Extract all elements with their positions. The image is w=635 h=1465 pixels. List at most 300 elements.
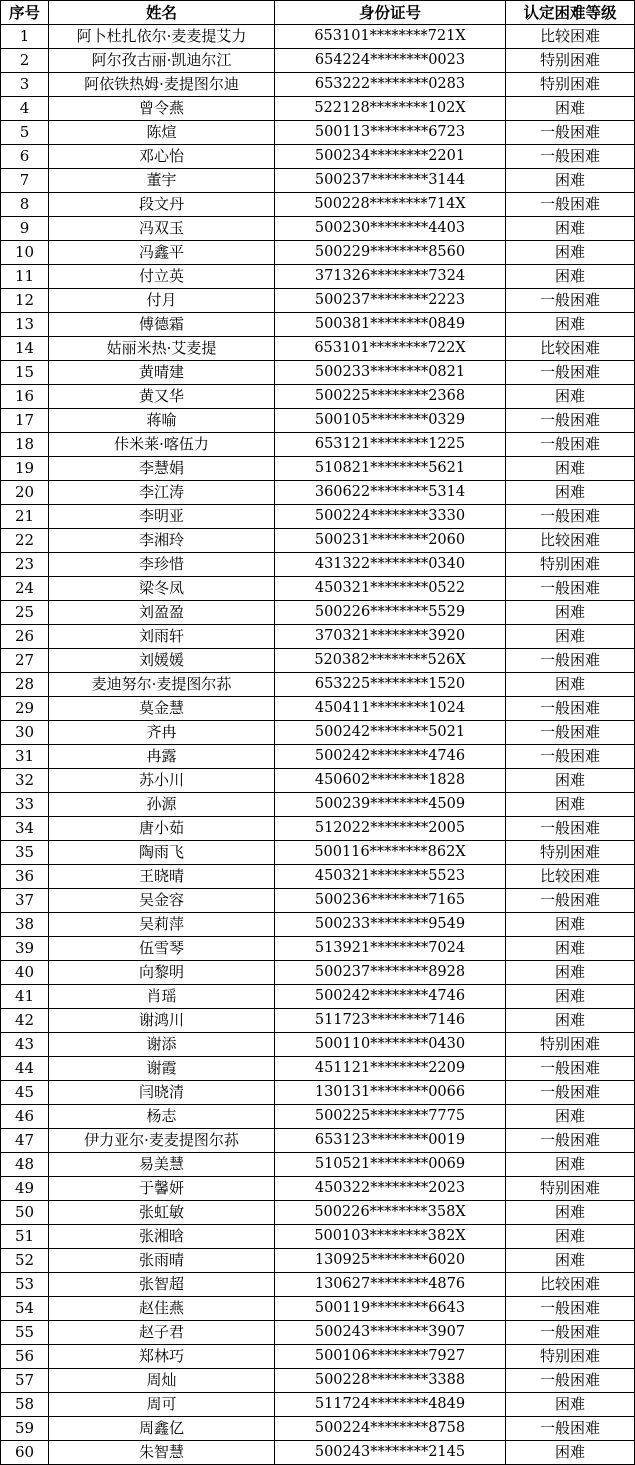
table-row <box>1 481 635 505</box>
table-row <box>1 1249 635 1273</box>
id-number: 130131********0066 <box>275 1081 506 1105</box>
student-name: 谢添 <box>49 1033 275 1057</box>
id-number: 500237********8928 <box>275 961 506 985</box>
row-index: 37 <box>1 889 49 913</box>
id-number: 450322********2023 <box>275 1177 506 1201</box>
id-number: 500226********5529 <box>275 601 506 625</box>
table-row <box>1 1225 635 1249</box>
difficulty-level: 困难 <box>506 985 635 1009</box>
table-body <box>1 25 635 1465</box>
difficulty-level: 特别困难 <box>506 1033 635 1057</box>
id-number: 370321********3920 <box>275 625 506 649</box>
row-index: 12 <box>1 289 49 313</box>
table-row <box>1 1201 635 1225</box>
student-name: 曾令燕 <box>49 97 275 121</box>
difficulty-level: 一般困难 <box>506 361 635 385</box>
difficulty-level: 困难 <box>506 1105 635 1129</box>
student-name: 赵子君 <box>49 1321 275 1345</box>
row-index: 43 <box>1 1033 49 1057</box>
id-number: 653123********0019 <box>275 1129 506 1153</box>
id-number: 500230********4403 <box>275 217 506 241</box>
table-row <box>1 193 635 217</box>
difficulty-level: 一般困难 <box>506 505 635 529</box>
difficulty-level: 特别困难 <box>506 73 635 97</box>
difficulty-level: 一般困难 <box>506 721 635 745</box>
difficulty-level: 比较困难 <box>506 529 635 553</box>
table-row <box>1 865 635 889</box>
difficulty-level: 一般困难 <box>506 1369 635 1393</box>
row-index: 16 <box>1 385 49 409</box>
difficulty-level: 困难 <box>506 1441 635 1465</box>
row-index: 52 <box>1 1249 49 1273</box>
difficulty-level: 困难 <box>506 1225 635 1249</box>
table-row <box>1 1369 635 1393</box>
id-number: 500233********9549 <box>275 913 506 937</box>
id-number: 510521********0069 <box>275 1153 506 1177</box>
row-index: 3 <box>1 73 49 97</box>
table-row <box>1 169 635 193</box>
student-name: 刘媛媛 <box>49 649 275 673</box>
difficulty-level: 一般困难 <box>506 1297 635 1321</box>
id-number: 500231********2060 <box>275 529 506 553</box>
difficulty-level: 困难 <box>506 1393 635 1417</box>
difficulty-level: 困难 <box>506 625 635 649</box>
table-row <box>1 625 635 649</box>
table-row <box>1 97 635 121</box>
difficulty-level: 一般困难 <box>506 697 635 721</box>
student-name: 阿卜杜扎依尔·麦麦提艾力 <box>49 25 275 49</box>
id-number: 500237********2223 <box>275 289 506 313</box>
table-row <box>1 1273 635 1297</box>
row-index: 6 <box>1 145 49 169</box>
difficulty-level: 一般困难 <box>506 817 635 841</box>
id-number: 500242********4746 <box>275 985 506 1009</box>
difficulty-level: 一般困难 <box>506 145 635 169</box>
row-index: 4 <box>1 97 49 121</box>
row-index: 17 <box>1 409 49 433</box>
id-number: 500237********3144 <box>275 169 506 193</box>
table-row <box>1 817 635 841</box>
id-number: 500103********382X <box>275 1225 506 1249</box>
student-name: 唐小茹 <box>49 817 275 841</box>
table-row <box>1 937 635 961</box>
table-row <box>1 913 635 937</box>
difficulty-level: 一般困难 <box>506 1129 635 1153</box>
id-number: 500239********4509 <box>275 793 506 817</box>
table-row <box>1 673 635 697</box>
student-name: 麦迪努尔·麦提图尔荪 <box>49 673 275 697</box>
row-index: 13 <box>1 313 49 337</box>
table-row <box>1 265 635 289</box>
row-index: 31 <box>1 745 49 769</box>
id-number: 500242********4746 <box>275 745 506 769</box>
id-number: 511723********7146 <box>275 1009 506 1033</box>
row-index: 56 <box>1 1345 49 1369</box>
student-name: 佧米莱·喀伍力 <box>49 433 275 457</box>
id-number: 500229********8560 <box>275 241 506 265</box>
table-row <box>1 841 635 865</box>
student-name: 李明亚 <box>49 505 275 529</box>
table-row <box>1 1033 635 1057</box>
table-row <box>1 121 635 145</box>
table-row <box>1 1393 635 1417</box>
student-name: 孙源 <box>49 793 275 817</box>
row-index: 51 <box>1 1225 49 1249</box>
difficulty-level: 困难 <box>506 481 635 505</box>
difficulty-level: 一般困难 <box>506 1057 635 1081</box>
student-name: 付立英 <box>49 265 275 289</box>
difficulty-level: 一般困难 <box>506 433 635 457</box>
row-index: 30 <box>1 721 49 745</box>
student-name: 闫晓清 <box>49 1081 275 1105</box>
difficulty-level: 比较困难 <box>506 865 635 889</box>
row-index: 14 <box>1 337 49 361</box>
table-row <box>1 1057 635 1081</box>
student-name: 肖瑶 <box>49 985 275 1009</box>
row-index: 32 <box>1 769 49 793</box>
id-number: 500236********7165 <box>275 889 506 913</box>
id-number: 653101********722X <box>275 337 506 361</box>
difficulty-level: 困难 <box>506 385 635 409</box>
table-row <box>1 553 635 577</box>
id-number: 500116********862X <box>275 841 506 865</box>
table-row <box>1 1081 635 1105</box>
table-row <box>1 1177 635 1201</box>
header-name: 姓名 <box>49 1 275 25</box>
id-number: 500105********0329 <box>275 409 506 433</box>
student-name: 张智超 <box>49 1273 275 1297</box>
row-index: 53 <box>1 1273 49 1297</box>
table-row <box>1 409 635 433</box>
student-name: 董宇 <box>49 169 275 193</box>
table-row <box>1 1105 635 1129</box>
row-index: 60 <box>1 1441 49 1465</box>
difficulty-level: 一般困难 <box>506 121 635 145</box>
table-row <box>1 889 635 913</box>
row-index: 39 <box>1 937 49 961</box>
table-row <box>1 457 635 481</box>
id-number: 500110********0430 <box>275 1033 506 1057</box>
student-name: 周鑫亿 <box>49 1417 275 1441</box>
difficulty-level: 困难 <box>506 457 635 481</box>
student-name: 李湘玲 <box>49 529 275 553</box>
difficulty-level: 困难 <box>506 913 635 937</box>
student-name: 蒋喻 <box>49 409 275 433</box>
id-number: 130627********4876 <box>275 1273 506 1297</box>
difficulty-level: 特别困难 <box>506 841 635 865</box>
row-index: 5 <box>1 121 49 145</box>
difficulty-level: 一般困难 <box>506 577 635 601</box>
row-index: 25 <box>1 601 49 625</box>
table-row <box>1 289 635 313</box>
difficulty-level: 一般困难 <box>506 1417 635 1441</box>
difficulty-level: 困难 <box>506 1201 635 1225</box>
id-number: 522128********102X <box>275 97 506 121</box>
student-name: 李江涛 <box>49 481 275 505</box>
table-row <box>1 793 635 817</box>
row-index: 21 <box>1 505 49 529</box>
id-number: 511724********4849 <box>275 1393 506 1417</box>
row-index: 58 <box>1 1393 49 1417</box>
student-name: 向黎明 <box>49 961 275 985</box>
table-row <box>1 361 635 385</box>
difficulty-level: 困难 <box>506 241 635 265</box>
difficulty-level: 困难 <box>506 1153 635 1177</box>
student-name: 郑林巧 <box>49 1345 275 1369</box>
row-index: 57 <box>1 1369 49 1393</box>
table-row <box>1 1297 635 1321</box>
row-index: 33 <box>1 793 49 817</box>
id-number: 510821********5621 <box>275 457 506 481</box>
id-number: 450411********1024 <box>275 697 506 721</box>
table-row <box>1 241 635 265</box>
header-id-number: 身份证号 <box>275 1 506 25</box>
row-index: 50 <box>1 1201 49 1225</box>
table-row <box>1 217 635 241</box>
student-name: 吴金容 <box>49 889 275 913</box>
id-number: 500228********714X <box>275 193 506 217</box>
row-index: 55 <box>1 1321 49 1345</box>
student-name: 陶雨飞 <box>49 841 275 865</box>
table-row <box>1 577 635 601</box>
row-index: 7 <box>1 169 49 193</box>
difficulty-level: 比较困难 <box>506 337 635 361</box>
student-name: 阿尔孜古丽·凯迪尔江 <box>49 49 275 73</box>
row-index: 9 <box>1 217 49 241</box>
table-row <box>1 1345 635 1369</box>
row-index: 38 <box>1 913 49 937</box>
table-row <box>1 49 635 73</box>
difficulty-level: 困难 <box>506 97 635 121</box>
row-index: 46 <box>1 1105 49 1129</box>
row-index: 20 <box>1 481 49 505</box>
table-row <box>1 1321 635 1345</box>
id-number: 500243********3907 <box>275 1321 506 1345</box>
table-row <box>1 649 635 673</box>
table-row <box>1 745 635 769</box>
id-number: 520382********526X <box>275 649 506 673</box>
student-name: 张湘晗 <box>49 1225 275 1249</box>
table-row <box>1 337 635 361</box>
row-index: 40 <box>1 961 49 985</box>
student-name: 谢霞 <box>49 1057 275 1081</box>
student-name: 周可 <box>49 1393 275 1417</box>
id-number: 512022********2005 <box>275 817 506 841</box>
difficulty-level: 特别困难 <box>506 1345 635 1369</box>
difficulty-level: 困难 <box>506 601 635 625</box>
table-row <box>1 721 635 745</box>
difficulty-level: 困难 <box>506 961 635 985</box>
table-row <box>1 1153 635 1177</box>
row-index: 41 <box>1 985 49 1009</box>
student-name: 赵佳燕 <box>49 1297 275 1321</box>
student-name: 姑丽米热·艾麦提 <box>49 337 275 361</box>
difficulty-level: 困难 <box>506 1249 635 1273</box>
id-number: 450321********5523 <box>275 865 506 889</box>
student-name: 冯鑫平 <box>49 241 275 265</box>
id-number: 500243********2145 <box>275 1441 506 1465</box>
row-index: 47 <box>1 1129 49 1153</box>
id-number: 360622********5314 <box>275 481 506 505</box>
id-number: 500233********0821 <box>275 361 506 385</box>
table-row <box>1 697 635 721</box>
difficulty-level: 特别困难 <box>506 1177 635 1201</box>
row-index: 24 <box>1 577 49 601</box>
student-name: 谢鸿川 <box>49 1009 275 1033</box>
student-name: 张虹敏 <box>49 1201 275 1225</box>
difficulty-level: 特别困难 <box>506 49 635 73</box>
id-number: 450321********0522 <box>275 577 506 601</box>
student-name: 邓心怡 <box>49 145 275 169</box>
difficulty-level: 一般困难 <box>506 745 635 769</box>
student-name: 莫金慧 <box>49 697 275 721</box>
row-index: 19 <box>1 457 49 481</box>
row-index: 35 <box>1 841 49 865</box>
row-index: 26 <box>1 625 49 649</box>
table-row <box>1 505 635 529</box>
student-name: 梁冬凤 <box>49 577 275 601</box>
student-name: 李珍惜 <box>49 553 275 577</box>
row-index: 36 <box>1 865 49 889</box>
id-number: 371326********7324 <box>275 265 506 289</box>
student-name: 齐冉 <box>49 721 275 745</box>
student-name: 黄又华 <box>49 385 275 409</box>
id-number: 653121********1225 <box>275 433 506 457</box>
difficulty-level: 一般困难 <box>506 889 635 913</box>
difficulty-level: 比较困难 <box>506 25 635 49</box>
student-name: 付月 <box>49 289 275 313</box>
difficulty-level: 一般困难 <box>506 409 635 433</box>
id-number: 451121********2209 <box>275 1057 506 1081</box>
id-number: 500225********7775 <box>275 1105 506 1129</box>
row-index: 2 <box>1 49 49 73</box>
student-name: 于馨妍 <box>49 1177 275 1201</box>
table-row <box>1 313 635 337</box>
row-index: 23 <box>1 553 49 577</box>
row-index: 59 <box>1 1417 49 1441</box>
difficulty-level: 困难 <box>506 1009 635 1033</box>
id-number: 500106********7927 <box>275 1345 506 1369</box>
student-name: 杨志 <box>49 1105 275 1129</box>
difficulty-level: 比较困难 <box>506 1273 635 1297</box>
id-number: 500113********6723 <box>275 121 506 145</box>
row-index: 15 <box>1 361 49 385</box>
student-name: 张雨晴 <box>49 1249 275 1273</box>
table-row <box>1 1441 635 1465</box>
id-number: 450602********1828 <box>275 769 506 793</box>
header-row <box>1 1 635 25</box>
id-number: 653225********1520 <box>275 673 506 697</box>
row-index: 44 <box>1 1057 49 1081</box>
row-index: 49 <box>1 1177 49 1201</box>
table-row <box>1 529 635 553</box>
student-name: 易美慧 <box>49 1153 275 1177</box>
id-number: 431322********0340 <box>275 553 506 577</box>
difficulty-level: 一般困难 <box>506 193 635 217</box>
difficulty-level: 困难 <box>506 265 635 289</box>
difficulty-level: 一般困难 <box>506 1081 635 1105</box>
student-name: 刘雨轩 <box>49 625 275 649</box>
table-row <box>1 25 635 49</box>
row-index: 48 <box>1 1153 49 1177</box>
row-index: 54 <box>1 1297 49 1321</box>
student-name: 朱智慧 <box>49 1441 275 1465</box>
student-name: 伊力亚尔·麦麦提图尔荪 <box>49 1129 275 1153</box>
row-index: 42 <box>1 1009 49 1033</box>
student-name: 李慧娟 <box>49 457 275 481</box>
student-name: 周灿 <box>49 1369 275 1393</box>
row-index: 34 <box>1 817 49 841</box>
student-name: 苏小川 <box>49 769 275 793</box>
student-name: 黄晴建 <box>49 361 275 385</box>
difficulty-level: 困难 <box>506 793 635 817</box>
row-index: 10 <box>1 241 49 265</box>
id-number: 500228********3388 <box>275 1369 506 1393</box>
id-number: 500381********0849 <box>275 313 506 337</box>
student-name: 吴莉萍 <box>49 913 275 937</box>
id-number: 500226********358X <box>275 1201 506 1225</box>
id-number: 500242********5021 <box>275 721 506 745</box>
table-row <box>1 1009 635 1033</box>
table-row <box>1 601 635 625</box>
id-number: 513921********7024 <box>275 937 506 961</box>
id-number: 500234********2201 <box>275 145 506 169</box>
difficulty-level: 困难 <box>506 769 635 793</box>
student-name: 刘盈盈 <box>49 601 275 625</box>
row-index: 8 <box>1 193 49 217</box>
difficulty-level: 困难 <box>506 937 635 961</box>
student-name: 王晓晴 <box>49 865 275 889</box>
row-index: 28 <box>1 673 49 697</box>
table-row <box>1 1417 635 1441</box>
table-row <box>1 385 635 409</box>
student-name: 阿依铁热姆·麦提图尔迪 <box>49 73 275 97</box>
table-row <box>1 985 635 1009</box>
student-name: 段文丹 <box>49 193 275 217</box>
header-index: 序号 <box>1 1 49 25</box>
difficulty-level: 困难 <box>506 217 635 241</box>
id-number: 130925********6020 <box>275 1249 506 1273</box>
difficulty-level: 一般困难 <box>506 289 635 313</box>
difficulty-level: 一般困难 <box>506 1321 635 1345</box>
id-number: 653222********0283 <box>275 73 506 97</box>
header-difficulty-level: 认定困难等级 <box>506 1 635 25</box>
student-name: 傅德霜 <box>49 313 275 337</box>
student-name: 伍雪琴 <box>49 937 275 961</box>
id-number: 500224********3330 <box>275 505 506 529</box>
student-name: 冉露 <box>49 745 275 769</box>
table-row <box>1 1129 635 1153</box>
row-index: 1 <box>1 25 49 49</box>
difficulty-level: 困难 <box>506 313 635 337</box>
id-number: 500119********6643 <box>275 1297 506 1321</box>
table-row <box>1 73 635 97</box>
difficulty-level: 特别困难 <box>506 553 635 577</box>
row-index: 18 <box>1 433 49 457</box>
id-number: 500225********2368 <box>275 385 506 409</box>
id-number: 653101********721X <box>275 25 506 49</box>
table-row <box>1 961 635 985</box>
table-row <box>1 433 635 457</box>
row-index: 29 <box>1 697 49 721</box>
id-number: 500224********8758 <box>275 1417 506 1441</box>
id-number: 654224********0023 <box>275 49 506 73</box>
row-index: 45 <box>1 1081 49 1105</box>
row-index: 11 <box>1 265 49 289</box>
difficulty-level: 一般困难 <box>506 649 635 673</box>
table-row <box>1 769 635 793</box>
difficulty-level: 困难 <box>506 169 635 193</box>
